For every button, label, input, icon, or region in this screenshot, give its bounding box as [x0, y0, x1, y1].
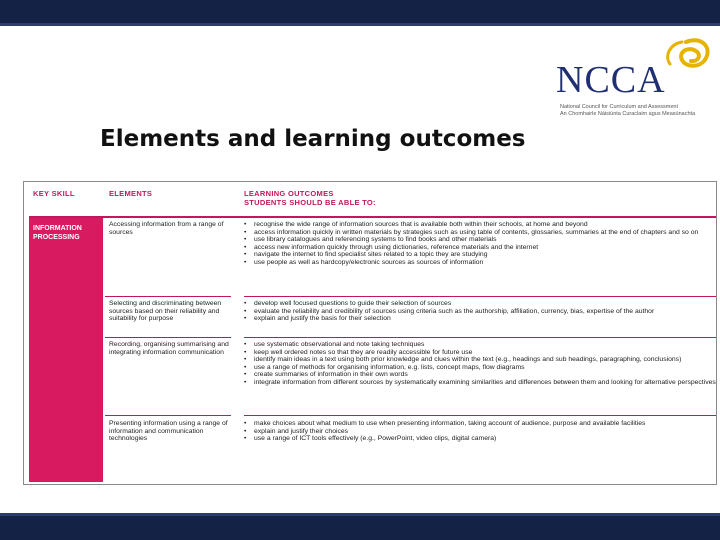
- outcomes-list: [244, 221, 716, 267]
- row-divider: [244, 415, 716, 416]
- outcome-item: • develop well focused questions to guide their selection of sources: [244, 300, 716, 308]
- table-header: [29, 187, 716, 217]
- bottom-banner: [0, 513, 720, 540]
- element-cell: Selecting and discriminating between sources based on their reliability and suitability for purpose: [109, 300, 222, 323]
- outcome-item: • integrate information from different sources by systematically examining similarities and differences between them and looking for alternative perspectives: [244, 379, 716, 387]
- col-outcomes-line2: STUDENTS SHOULD BE ABLE TO:: [244, 198, 376, 207]
- row-divider: [105, 415, 231, 416]
- outcome-item: • use library catalogues and referencing systems to find books and other materials: [244, 236, 716, 244]
- outcome-item: • access new information quickly through using dictionaries, reference materials and the internet: [244, 244, 716, 252]
- outcome-item: • use people as well as hardcopy/electronic sources as sources of information: [244, 259, 716, 267]
- element-cell: Recording, organising summarising and integrating information communication: [109, 341, 229, 356]
- top-banner: [0, 0, 720, 26]
- key-skill-label: [33, 224, 82, 242]
- col-key-skill: KEY SKILL: [33, 189, 75, 198]
- logo-subtitle-line1: National Council for Curriculum and Assessment: [560, 104, 678, 110]
- header-divider: [29, 216, 716, 218]
- row-divider: [105, 337, 231, 338]
- outcomes-list: [244, 300, 716, 323]
- outcome-item: • keep well ordered notes so that they are readily accessible for future use: [244, 349, 716, 357]
- col-outcomes-line1: LEARNING OUTCOMES: [244, 189, 334, 198]
- outcome-item: • explain and justify the basis for their selection: [244, 315, 716, 323]
- outcome-item: • evaluate the reliability and credibility of sources using criteria such as the authorship, affiliation, currency, bias, expertise of the author: [244, 308, 716, 316]
- logo-subtitle-line2: An Chomhairle Náisiúnta Curaclaim agus Measúnachta: [560, 111, 696, 117]
- ncca-logo: [556, 34, 716, 134]
- row-divider: [105, 296, 231, 297]
- col-elements: ELEMENTS: [109, 189, 153, 198]
- outcome-item: • use a range of methods for organising information, e.g. lists, concept maps, flow diagrams: [244, 364, 716, 372]
- logo-subtitle: [560, 104, 695, 118]
- key-skill-line1: INFORMATION: [33, 225, 82, 232]
- col-outcomes: [244, 189, 376, 207]
- outcome-item: • access information quickly in written materials by strategies such as using table of contents, glossaries, summaries at the end of chapters and so on: [244, 229, 716, 237]
- element-cell: Presenting information using a range of information and communication technologies: [109, 420, 228, 443]
- outcome-item: • navigate the internet to find specialist sites related to a topic they are studying: [244, 251, 716, 259]
- outcome-item: • explain and justify their choices: [244, 428, 716, 436]
- outcome-item: • use a range of ICT tools effectively (e.g., PowerPoint, video clips, digital camera): [244, 435, 716, 443]
- outcome-item: • recognise the wide range of information sources that is available both within their schools, at home and beyond: [244, 221, 716, 229]
- key-skill-cell: [29, 218, 103, 482]
- element-cell: Accessing information from a range of sources: [109, 221, 224, 236]
- outcomes-list: [244, 420, 716, 443]
- outcomes-table: [23, 181, 717, 485]
- row-divider: [244, 296, 716, 297]
- logo-wordmark: NCCA: [556, 59, 666, 101]
- row-divider: [244, 337, 716, 338]
- outcomes-list: [244, 341, 716, 387]
- outcome-item: • make choices about what medium to use when presenting information, taking account of audience, purpose and available facilities: [244, 420, 716, 428]
- key-skill-line2: PROCESSING: [33, 234, 80, 241]
- outcome-item: • identify main ideas in a text using both prior knowledge and clues within the text (e.g., headings and sub headings, paragraphing, conclusions): [244, 356, 716, 364]
- page-title: Elements and learning outcomes: [100, 126, 526, 152]
- outcome-item: • create summaries of information in their own words: [244, 371, 716, 379]
- outcome-item: • use systematic observational and note taking techniques: [244, 341, 716, 349]
